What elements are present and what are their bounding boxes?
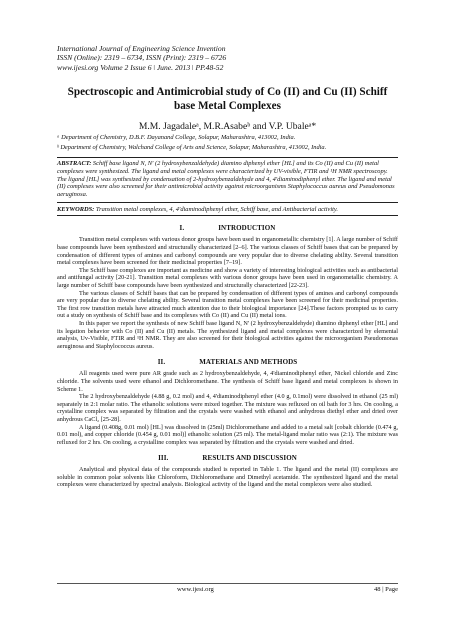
journal-name: International Journal of Engineering Science Invention xyxy=(57,44,226,53)
paragraph: Analytical and physical data of the compounds studied is reported in Table 1. The ligand and the metal (II) complexes are soluble in common polar solvents like Chloroform, Dichloromethane and Dimethyl acetamide. The synthesized ligand and the metal complexes were characterized by spectral analysis. Biological activity of the ligand and the metal complexes were also studied. xyxy=(57,466,398,489)
journal-issn: ISSN (Online): 2319 – 6734, ISSN (Print): 2319 – 6726 xyxy=(57,53,227,63)
keywords-label: KEYWORDS: xyxy=(57,205,95,213)
paragraph: The 2 hydroxybenzaldehyde (4.88 g, 0.2 mol) and 4, 4'diaminodiphenyl ether (4.0 g, 0.1mol) were dissolved in ethanol (25 ml) separately in 2:1 molar ratio. The ethanolic solutions were mixed together. The mixture was refluxed on oil bath for 3 hrs. On cooling, a crystalline complex was separated by filtration and the crystals were washed with ethanol and anhydrous diethyl ether and dried over anhydrous CaCl₂ [25-28]. xyxy=(57,393,398,423)
section-heading xyxy=(57,454,398,462)
paragraph: A ligand (0.408g, 0.01 mol) [HL] was dissolved in (25ml) Dichloromethane and added to a metal salt [cobalt chloride (0.474 g, 0.01 mol), and copper chloride (0.454 g, 0.01 mol)] ethanolic solution (25 ml). The metal-ligand molar ratio was (2:1). The mixture was refluxed for 2 hrs. On cooling, a crystalline complex was separated by filtration and the crystals were washed and dried. xyxy=(57,423,398,446)
footer-site-link[interactable]: www.ijesi.org xyxy=(177,586,214,593)
paper-title: Spectroscopic and Antimicrobial study of Co (II) and Cu (II) Schiff base Metal Complexes xyxy=(67,86,388,112)
paragraph: In this paper we report the synthesis of new Schiff base ligand N, N' (2 hydroxybenzaldehyde) diamino diphenyl ether [HL] and its legation behavior with Co (II) and Cu (II) metals. The synthesized ligand and metal complexes were characterized by elemental analysis, Uv-Visible, FTIR and ¹H NMR. They are also screened for their biological activities against the microorganism Pseudomonas aeruginosa and Staphylococcus aureus. xyxy=(57,319,398,350)
section-number: III. xyxy=(158,454,169,463)
page-number: 48 | Page xyxy=(373,586,398,593)
keywords-block xyxy=(57,203,398,217)
abstract-label: ABSTRACT: xyxy=(57,160,92,168)
section-results-discussion xyxy=(57,454,398,489)
paragraph: The various classes of Schiff bases that can be prepared by condensation of different types of amines and carbonyl compounds are very popular due to diverse chelating ability. Several transition metal complexes have been screened for their medicinal properties. The first row transition metals have attracted much attention due to their biological importance [24].These factors prompted us to carry out a study on synthesis of Schiff base and its complexes with Co (II) and Cu (II) metal ions. xyxy=(57,289,398,320)
section-heading xyxy=(57,224,398,232)
page-footer xyxy=(57,586,398,598)
section-number: II. xyxy=(157,358,166,367)
keywords-text: Transition metal complexes, 4, 4'diaminodiphenyl ether, Schiff base, and Antibacterial activity. xyxy=(94,205,338,213)
section-title: INTRODUCTION xyxy=(218,224,276,233)
affiliation-a: ᵃ Department of Chemistry, D.B.F. Dayanand College, Solapur, Maharashtra, 413002, India. xyxy=(57,134,296,142)
section-number: I. xyxy=(179,224,185,233)
paragraph: Transition metal complexes with various donor groups have been used in organometallic chemistry [1]. A large number of Schiff base compounds have been synthesized and structurally characterized [2–6]. The various classes of Schiff bases that can be prepared by condensation of different types of amines and carbonyl compounds are very popular due to diverse chelating ability. Several transition metal complexes have been screened for their medicinal properties [7–19]. xyxy=(57,236,398,267)
journal-issue: www.ijesi.org Volume 2 Issue 6 ǀ June. 2013 ǀ PP.48-52 xyxy=(57,62,224,72)
journal-header xyxy=(57,44,398,72)
paper-authors: M.M. Jagadaleᵃ, M.R.Asabeᵇ and V.P. Ubaleᵃ* xyxy=(138,121,317,133)
section-title: MATERIALS AND METHODS xyxy=(199,358,298,367)
affiliation-b: ᵇ Department of Chemistry, Walchand College of Arts and Science, Solapur, Maharashtra, 413002, India. xyxy=(57,143,327,151)
abstract-block xyxy=(57,157,398,203)
section-introduction xyxy=(57,224,398,350)
paragraph: All reagents used were pure AR grade such as 2 hydroxybenzaldehyde, 4, 4'diaminodiphenyl ether, Nickel chloride and Zinc chloride. The solvents used were ethanol and Dichloromethane. The synthesis of Schiff base ligand and metal complexes is shown in Scheme 1. xyxy=(57,370,398,393)
abstract-text: Schiff base ligand N, N' (2 hydroxybenzaldehyde) diamino diphenyl ether [HL] and its Co (II) and Cu (II) metal complexes were synthesized. The ligand and metal complexes were characterized by UV-visible, FTIR and ¹H NMR spectroscopy. The ligand [HL] was synthesized by condensation of 2-hydroxybenzaldehyde and 4, 4'diaminodiphenyl ether. The ligand and metal (II) complexes were also screened for their antimicrobial activity against microorganisms Staphylococcus aureus and Pseudomonas aeruginosa. xyxy=(57,160,395,199)
section-materials-methods xyxy=(57,358,398,446)
section-heading xyxy=(57,358,398,366)
footer-divider xyxy=(57,583,398,584)
paragraph: The Schiff base complexes are important as medicine and show a variety of interesting biological activities such as antibacterial and antifungal activity [20-21]. Transition metal complexes with various donor groups have been used in organometallic chemistry. A large number of Schiff base compounds have been synthesized and structurally characterized [22-23]. xyxy=(57,266,398,289)
section-title: RESULTS AND DISCUSSION xyxy=(202,454,297,463)
